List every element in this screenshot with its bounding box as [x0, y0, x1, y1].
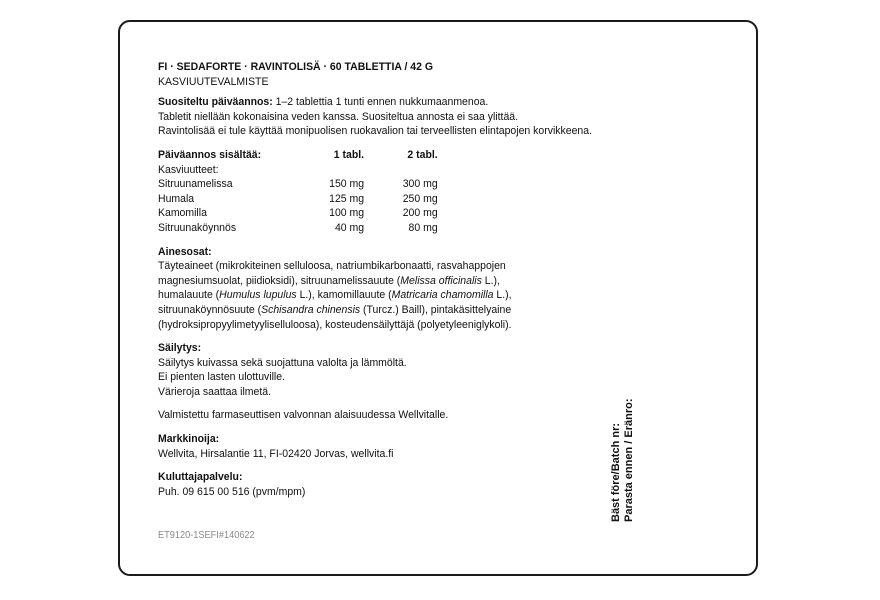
ingredients-text: (Turcz.) Baill), pintakäsittelyaine [360, 303, 512, 316]
usage-line-2: Tabletit niellään kokonaisina veden kanssa. Suositeltua annosta ei saa ylittää. [158, 110, 519, 123]
dose-name: Humala [158, 192, 195, 205]
usage-line-3: Ravintolisää ei tule käyttää monipuolisen ruokavalion tai terveellisten elintapojen korvikkeena. [158, 125, 592, 138]
table-row [158, 177, 438, 192]
service-heading: Kuluttajapalvelu: [158, 471, 243, 484]
dose-group-row [158, 163, 438, 178]
ingredients-line-3 [158, 288, 572, 303]
dose-heading: Päiväannos sisältää: [158, 148, 262, 161]
usage-heading: Suositeltu päiväannos: [158, 96, 273, 109]
product-title: FI · SEDAFORTE · RAVINTOLISÄ · 60 TABLETTIA / 42 G [158, 61, 434, 73]
storage-line-2: Ei pienten lasten ulottuville. [158, 371, 286, 384]
latin-name: Schisandra chinensis [261, 303, 361, 316]
batch-line-2: Parasta ennen / Eränro: [623, 398, 635, 522]
ingredients-line-5: (hydroksipropyylimetyyliselluloosa), kosteudensäilyttäjä (polyetyleeniglykoli). [158, 318, 512, 331]
dose-one: 100 mg [329, 207, 365, 220]
ingredients-line-2 [158, 274, 572, 289]
dose-name: Sitruunaköynnös [158, 221, 237, 234]
product-code: ET9120-1SEFI#140622 [158, 530, 255, 541]
dose-two: 250 mg [402, 192, 438, 205]
ingredients-line-1: Täyteaineet (mikrokiteinen selluloosa, natriumbikarbonaatti, rasvahappojen [158, 260, 506, 273]
marketer-text: Wellvita, Hirsalantie 11, FI-02420 Jorvas, wellvita.fi [158, 447, 394, 460]
table-row [158, 221, 438, 236]
dose-two: 300 mg [402, 178, 438, 191]
batch-info [610, 399, 636, 523]
ingredients-text: sitruunaköynnösuute ( [158, 303, 262, 316]
label-panel [118, 20, 758, 576]
label-text [158, 60, 592, 499]
dose-two: 200 mg [402, 207, 438, 220]
storage-line-3: Värieroja saattaa ilmetä. [158, 385, 272, 398]
table-row [158, 206, 438, 221]
ingredients-text: humalauute ( [158, 289, 220, 302]
storage-heading: Säilytys: [158, 342, 202, 355]
dose-table [158, 148, 438, 236]
ingredients-line-4 [158, 303, 572, 318]
dose-one: 40 mg [334, 221, 365, 234]
service-text: Puh. 09 615 00 516 (pvm/mpm) [158, 485, 306, 498]
usage-line-1 [158, 95, 572, 110]
latin-name: Matricaria chamomilla [391, 289, 494, 302]
ingredients-heading: Ainesosat: [158, 245, 212, 258]
table-row [158, 192, 438, 207]
dose-one: 150 mg [329, 178, 365, 191]
ingredients-text: L.), [493, 289, 512, 302]
ingredients-text: L.), [481, 274, 500, 287]
ingredients-text: L.), kamomillauute ( [296, 289, 392, 302]
dose-name: Sitruunamelissa [158, 178, 233, 191]
dose-group: Kasviuutteet: [158, 163, 219, 176]
dose-one: 125 mg [329, 192, 365, 205]
dose-name: Kamomilla [158, 207, 207, 220]
latin-name: Humulus lupulus [219, 289, 297, 302]
storage-line-1: Säilytys kuivassa sekä suojattuna valolta ja lämmöltä. [158, 356, 407, 369]
manufactured-note: Valmistettu farmaseuttisen valvonnan alaisuudessa Wellvitalle. [158, 409, 449, 422]
ingredients-text: magnesiumsuolat, piidioksidi), sitruunamelissauute ( [158, 274, 401, 287]
dose-col-2: 2 tabl. [407, 148, 438, 161]
marketer-heading: Markkinoija: [158, 433, 220, 446]
product-subtitle: KASVIUUTEVALMISTE [158, 75, 269, 88]
dose-table-header [158, 148, 438, 163]
dose-two: 80 mg [408, 221, 438, 234]
batch-line-1: Bäst före/Batch nr: [610, 422, 622, 522]
usage-dose: 1–2 tablettia 1 tunti ennen nukkumaanmenoa. [275, 96, 489, 109]
latin-name: Melissa officinalis [400, 274, 482, 287]
dose-col-1: 1 tabl. [333, 148, 365, 161]
